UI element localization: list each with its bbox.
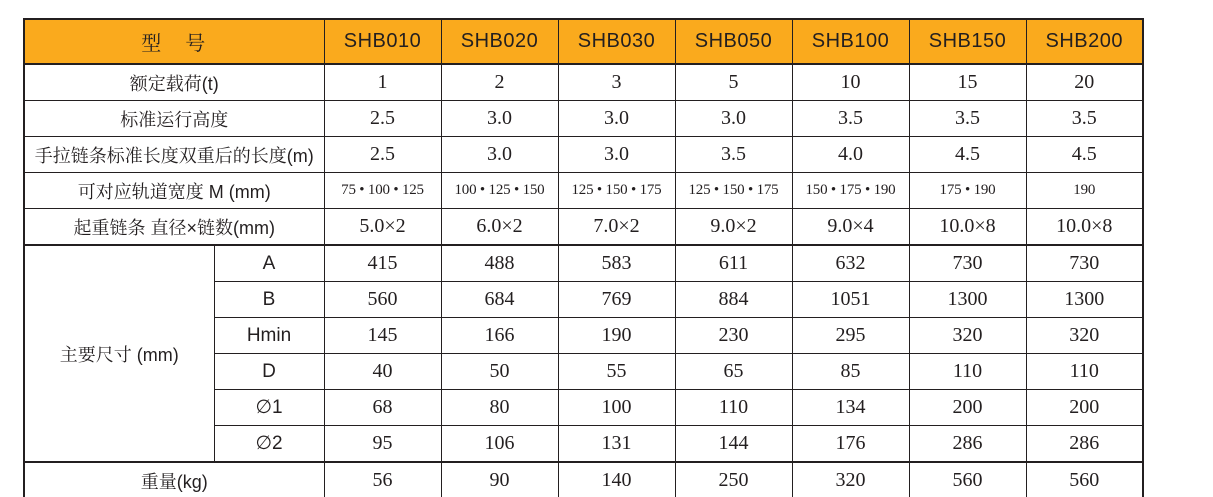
spec-value-cell: 5.0×2 bbox=[324, 209, 441, 246]
weight-value-cell: 140 bbox=[558, 462, 675, 497]
spec-value-cell: 150 • 175 • 190 bbox=[792, 173, 909, 209]
dimension-value-cell: 884 bbox=[675, 282, 792, 318]
dimension-row-label: Hmin bbox=[214, 318, 324, 354]
dimension-value-cell: 1300 bbox=[909, 282, 1026, 318]
spec-value-cell: 2.5 bbox=[324, 101, 441, 137]
dimension-value-cell: 144 bbox=[675, 426, 792, 463]
dimension-value-cell: 415 bbox=[324, 245, 441, 282]
spec-value-cell: 7.0×2 bbox=[558, 209, 675, 246]
spec-row-label: 可对应轨道宽度 M (mm) bbox=[24, 173, 324, 209]
dimension-value-cell: 286 bbox=[909, 426, 1026, 463]
dimension-row-label: A bbox=[214, 245, 324, 282]
dimension-value-cell: 110 bbox=[675, 390, 792, 426]
model-column-header: SHB030 bbox=[558, 19, 675, 64]
model-column-header: SHB010 bbox=[324, 19, 441, 64]
spec-row-label: 标准运行高度 bbox=[24, 101, 324, 137]
dimension-value-cell: 320 bbox=[1026, 318, 1143, 354]
dimension-value-cell: 50 bbox=[441, 354, 558, 390]
dimension-row-label: ∅1 bbox=[214, 390, 324, 426]
dimension-value-cell: 131 bbox=[558, 426, 675, 463]
dimension-value-cell: 80 bbox=[441, 390, 558, 426]
spec-value-cell: 9.0×4 bbox=[792, 209, 909, 246]
dimension-value-cell: 632 bbox=[792, 245, 909, 282]
spec-value-cell: 15 bbox=[909, 64, 1026, 101]
spec-value-cell: 6.0×2 bbox=[441, 209, 558, 246]
spec-row-label: 手拉链条标准长度双重后的长度(m) bbox=[24, 137, 324, 173]
spec-value-cell: 4.5 bbox=[909, 137, 1026, 173]
spec-value-cell: 10.0×8 bbox=[1026, 209, 1143, 246]
model-column-header: SHB100 bbox=[792, 19, 909, 64]
spec-value-cell: 3.0 bbox=[675, 101, 792, 137]
weight-value-cell: 320 bbox=[792, 462, 909, 497]
dimension-value-cell: 145 bbox=[324, 318, 441, 354]
dimension-value-cell: 68 bbox=[324, 390, 441, 426]
model-column-header: SHB150 bbox=[909, 19, 1026, 64]
dimension-value-cell: 85 bbox=[792, 354, 909, 390]
dimension-value-cell: 134 bbox=[792, 390, 909, 426]
spec-table bbox=[23, 18, 1144, 497]
spec-value-cell: 20 bbox=[1026, 64, 1143, 101]
dimension-value-cell: 65 bbox=[675, 354, 792, 390]
spec-value-cell: 175 • 190 bbox=[909, 173, 1026, 209]
spec-row-hand-chain-length bbox=[24, 137, 1143, 173]
dimension-value-cell: 190 bbox=[558, 318, 675, 354]
dimension-value-cell: 684 bbox=[441, 282, 558, 318]
dimension-value-cell: 200 bbox=[909, 390, 1026, 426]
dimension-value-cell: 110 bbox=[1026, 354, 1143, 390]
spec-value-cell: 125 • 150 • 175 bbox=[675, 173, 792, 209]
table-header-row bbox=[24, 19, 1143, 64]
weight-value-cell: 90 bbox=[441, 462, 558, 497]
model-column-header: SHB200 bbox=[1026, 19, 1143, 64]
spec-value-cell: 1 bbox=[324, 64, 441, 101]
spec-value-cell: 3.5 bbox=[675, 137, 792, 173]
spec-row-lifting-height bbox=[24, 101, 1143, 137]
spec-value-cell: 190 bbox=[1026, 173, 1143, 209]
dimension-value-cell: 1051 bbox=[792, 282, 909, 318]
dimension-row-label: B bbox=[214, 282, 324, 318]
dimension-value-cell: 40 bbox=[324, 354, 441, 390]
spec-value-cell: 9.0×2 bbox=[675, 209, 792, 246]
dimension-value-cell: 110 bbox=[909, 354, 1026, 390]
dimension-group-label: 主要尺寸 (mm) bbox=[24, 245, 214, 462]
spec-value-cell: 5 bbox=[675, 64, 792, 101]
spec-row-load-chain bbox=[24, 209, 1143, 246]
weight-row bbox=[24, 462, 1143, 497]
spec-row-rated-load bbox=[24, 64, 1143, 101]
dimension-row-label: ∅2 bbox=[214, 426, 324, 463]
dimension-value-cell: 488 bbox=[441, 245, 558, 282]
dimension-value-cell: 200 bbox=[1026, 390, 1143, 426]
dimension-value-cell: 286 bbox=[1026, 426, 1143, 463]
spec-value-cell: 3.0 bbox=[441, 101, 558, 137]
dimension-value-cell: 230 bbox=[675, 318, 792, 354]
spec-value-cell: 3 bbox=[558, 64, 675, 101]
spec-value-cell: 75 • 100 • 125 bbox=[324, 173, 441, 209]
model-column-header: SHB050 bbox=[675, 19, 792, 64]
dimension-value-cell: 55 bbox=[558, 354, 675, 390]
dimension-value-cell: 730 bbox=[1026, 245, 1143, 282]
spec-value-cell: 4.5 bbox=[1026, 137, 1143, 173]
dimension-value-cell: 730 bbox=[909, 245, 1026, 282]
weight-value-cell: 56 bbox=[324, 462, 441, 497]
spec-value-cell: 2.5 bbox=[324, 137, 441, 173]
dimension-row-A bbox=[24, 245, 1143, 282]
spec-value-cell: 3.5 bbox=[792, 101, 909, 137]
spec-value-cell: 100 • 125 • 150 bbox=[441, 173, 558, 209]
weight-value-cell: 250 bbox=[675, 462, 792, 497]
dimension-value-cell: 106 bbox=[441, 426, 558, 463]
dimension-value-cell: 583 bbox=[558, 245, 675, 282]
spec-row-label: 额定载荷(t) bbox=[24, 64, 324, 101]
spec-value-cell: 3.0 bbox=[558, 137, 675, 173]
dimension-value-cell: 769 bbox=[558, 282, 675, 318]
weight-value-cell: 560 bbox=[1026, 462, 1143, 497]
spec-value-cell: 3.5 bbox=[1026, 101, 1143, 137]
spec-value-cell: 3.5 bbox=[909, 101, 1026, 137]
spec-value-cell: 2 bbox=[441, 64, 558, 101]
spec-value-cell: 3.0 bbox=[558, 101, 675, 137]
dimension-value-cell: 176 bbox=[792, 426, 909, 463]
dimension-value-cell: 611 bbox=[675, 245, 792, 282]
spec-row-track-width bbox=[24, 173, 1143, 209]
spec-value-cell: 10 bbox=[792, 64, 909, 101]
model-column-header: SHB020 bbox=[441, 19, 558, 64]
dimension-value-cell: 95 bbox=[324, 426, 441, 463]
spec-value-cell: 125 • 150 • 175 bbox=[558, 173, 675, 209]
dimension-value-cell: 320 bbox=[909, 318, 1026, 354]
weight-row-label: 重量(kg) bbox=[24, 462, 324, 497]
dimension-value-cell: 1300 bbox=[1026, 282, 1143, 318]
dimension-value-cell: 560 bbox=[324, 282, 441, 318]
model-header-label: 型 号 bbox=[24, 19, 324, 64]
dimension-row-label: D bbox=[214, 354, 324, 390]
spec-row-label: 起重链条 直径×链数(mm) bbox=[24, 209, 324, 246]
dimension-value-cell: 100 bbox=[558, 390, 675, 426]
spec-value-cell: 10.0×8 bbox=[909, 209, 1026, 246]
spec-value-cell: 4.0 bbox=[792, 137, 909, 173]
dimension-value-cell: 166 bbox=[441, 318, 558, 354]
spec-value-cell: 3.0 bbox=[441, 137, 558, 173]
weight-value-cell: 560 bbox=[909, 462, 1026, 497]
dimension-value-cell: 295 bbox=[792, 318, 909, 354]
